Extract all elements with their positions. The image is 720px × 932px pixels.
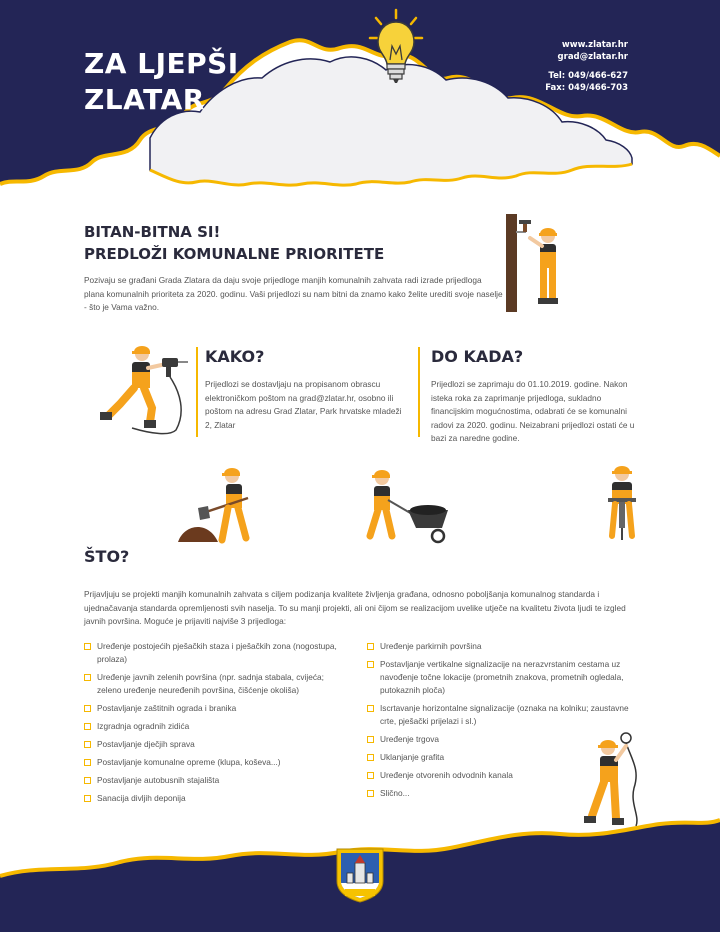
list-item	[367, 658, 643, 697]
list-item-text: Uređenje otvorenih odvodnih kanala	[380, 770, 513, 780]
list-item	[367, 640, 643, 653]
square-bullet-icon	[84, 777, 91, 784]
square-bullet-icon	[367, 661, 374, 668]
list-item-text: Uklanjanje grafita	[380, 752, 445, 762]
list-item-text: Sanacija divljih deponija	[97, 793, 186, 803]
square-bullet-icon	[84, 759, 91, 766]
proposals-list-left	[84, 640, 350, 810]
list-item-text: Uređenje trgova	[380, 734, 440, 744]
square-bullet-icon	[367, 736, 374, 743]
light-bulb-icon	[368, 8, 424, 86]
worker-jackhammer-illustration	[602, 462, 642, 544]
list-item	[84, 774, 350, 787]
square-bullet-icon	[367, 754, 374, 761]
list-item-text: Uređenje javnih zelenih površina (npr. sadnja stabala, cvijeća; zeleno uređenje neuređenih površina, čišćenje okoliša)	[97, 672, 324, 695]
list-item-text: Postavljanje vertikalne signalizacije na nerazvrstanim cestama uz navođenje točne lokacije (prometnih znakova, prometnih ogledala, putokaznih ploča)	[380, 659, 624, 695]
list-item-text: Postavljanje dječjih sprava	[97, 739, 195, 749]
worker-shovel-illustration	[178, 464, 264, 546]
list-item	[84, 702, 350, 715]
list-item-text: Postavljanje zaštitnih ograda i branika	[97, 703, 237, 713]
worker-drill-illustration	[92, 342, 190, 438]
list-item-text: Slično...	[380, 788, 410, 798]
worker-hammer-illustration	[500, 212, 570, 316]
square-bullet-icon	[84, 643, 91, 650]
grad-zlatar-crest-logo	[335, 847, 385, 903]
list-item-text: Izgradnja ogradnih zidića	[97, 721, 190, 731]
square-bullet-icon	[367, 790, 374, 797]
list-item-text: Postavljanje autobusnih stajališta	[97, 775, 220, 785]
kako-text: Prijedlozi se dostavljaju na propisanom obrascu elektroničkom poštom na grad@zlatar.hr, osobno ili poštom na adresu Grad Zlatar, Park hrvatske mladeži 2, Zlatar	[205, 379, 402, 430]
fax-number: Fax: 049/466-703	[545, 82, 628, 93]
intro-heading	[84, 221, 384, 265]
square-bullet-icon	[84, 705, 91, 712]
square-bullet-icon	[84, 723, 91, 730]
intro-heading-line-2: PREDLOŽI KOMUNALNE PRIORITETE	[84, 245, 385, 263]
list-item	[84, 720, 350, 733]
do-kada-divider	[418, 347, 420, 437]
square-bullet-icon	[367, 643, 374, 650]
intro-heading-line-1: BITAN-BITNA SI!	[84, 223, 221, 241]
list-item	[84, 756, 350, 769]
list-item	[84, 738, 350, 751]
intro-text: Pozivaju se građani Grada Zlatara da daju svoje prijedloge manjih komunalnih zahvata radi izrade prijedloga plana komunalnih prioriteta za 2020. godinu. Vaši prijedlozi su nam bitni da znamo kako želite urediti svoje naselje - što je Vama važno.	[84, 275, 503, 312]
sto-text: Prijavljuju se projekti manjih komunalnih zahvata s ciljem podizanja kvalitete življenja građana, odnosno poboljšanja komunalnog standarda i ujednačavanja standarda opremljenosti svih naselja. To su manji projekti, ali oni čijom se realizacijom uvelike utječe na kvalitetu života ljudi te izgled javnih površina. Moguće je prijaviti najviše 3 prijedloga:	[84, 589, 626, 626]
square-bullet-icon	[84, 674, 91, 681]
list-item-text: Uređenje parkirnih površina	[380, 641, 482, 651]
square-bullet-icon	[367, 705, 374, 712]
list-item	[84, 640, 350, 666]
kako-heading: KAKO?	[205, 347, 265, 366]
phone-number: Tel: 049/466-627	[548, 71, 628, 81]
square-bullet-icon	[84, 741, 91, 748]
email-link[interactable]: grad@zlatar.hr	[557, 51, 628, 62]
list-item-text: Uređenje postojećih pješačkih staza i pješačkih zona (nogostupa, prolaza)	[97, 641, 337, 664]
list-item	[367, 702, 643, 728]
contact-info	[545, 40, 628, 94]
sto-heading: ŠTO?	[84, 547, 130, 566]
page-title	[84, 46, 239, 118]
worker-wheelbarrow-illustration	[360, 466, 452, 546]
kako-divider	[196, 347, 198, 437]
website-link[interactable]: www.zlatar.hr	[561, 40, 628, 50]
list-item-text: Postavljanje komunalne opreme (klupa, koševa...)	[97, 757, 281, 767]
title-line-2: ZLATAR	[84, 83, 205, 116]
square-bullet-icon	[367, 772, 374, 779]
list-item-text: Iscrtavanje horizontalne signalizacije (oznaka na kolniku; zaustavne crte, pješački prijelazi i sl.)	[380, 703, 629, 726]
do-kada-text: Prijedlozi se zaprimaju do 01.10.2019. godine. Nakon isteka roka za zaprimanje prijedloga, sukladno financijskim mogućnostima, odabrati će se komunalni radovi za 2020. godinu. Neizabrani prijedlozi ostati će u bazi za naredne godine.	[431, 379, 635, 443]
list-item	[84, 671, 350, 697]
title-line-1: ZA LJEPŠI	[84, 47, 239, 80]
do-kada-heading: DO KADA?	[431, 347, 524, 366]
